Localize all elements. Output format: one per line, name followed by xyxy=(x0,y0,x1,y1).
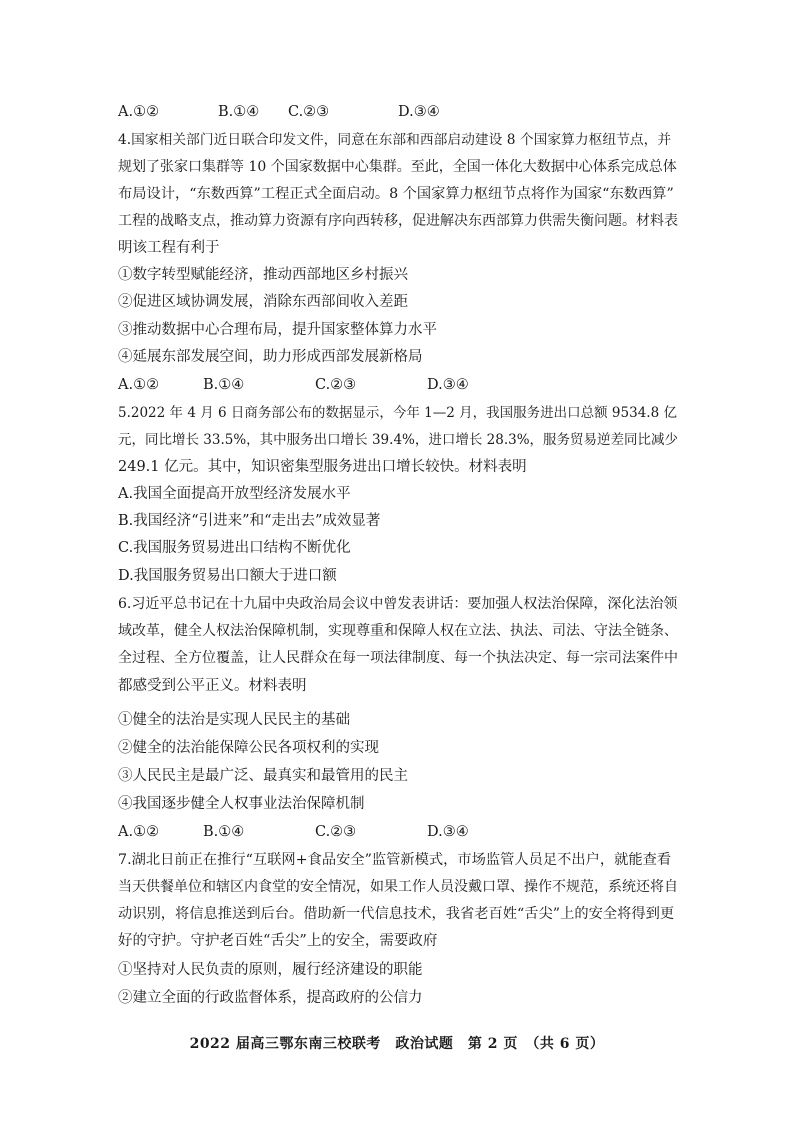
q6-item-3: ③人民民主是最广泛、最真实和最管用的民主 xyxy=(118,768,408,784)
q5-choice-d: D.我国服务贸易出口额大于进口额 xyxy=(118,568,337,584)
q4-stem-line: 工程的战略支点，推动算力资源有序向西转移，促进解决东西部算力供需失衡问题。材料表 xyxy=(118,213,678,229)
page-footer: 2022 届高三鄂东南三校联考 政治试题 第 2 页 （共 6 页） xyxy=(189,1036,605,1052)
q6-item-1: ①健全的法治是实现人民民主的基础 xyxy=(118,712,350,728)
q7-stem-line: 当天供餐单位和辖区内食堂的安全情况，如果工作人员没戴口罩、操作不规范，系统还将自 xyxy=(118,879,678,895)
q4-stem-line: 布局设计，“东数西算”工程正式全面启动。8 个国家算力枢纽节点将作为国家“东数西算” xyxy=(118,186,674,202)
q7-stem-line: 7.湖北日前正在推行“互联网+食品安全”监管新模式，市场监管人员足不出户，就能查看 xyxy=(118,852,672,868)
q4-item-4: ④延展东部发展空间，助力形成西部发展新格局 xyxy=(118,349,423,365)
q6-stem-line: 域改革，健全人权法治保障机制，实现尊重和保障人权在立法、执法、司法、守法全链条、 xyxy=(118,623,678,639)
q4-option-d: D.③④ xyxy=(427,377,469,393)
q6-stem-line: 全过程、全方位覆盖，让人民群众在每一项法律制度、每一个执法决定、每一宗司法案件中 xyxy=(118,650,678,666)
q6-option-a: A.①② xyxy=(118,824,160,840)
q4-option-b: B.①④ xyxy=(203,377,245,393)
q5-choice-b: B.我国经济“引进来”和“走出去”成效显著 xyxy=(118,513,381,529)
q4-stem-line: 明该工程有利于 xyxy=(118,240,220,256)
q4-item-3: ③推动数据中心合理布局，提升国家整体算力水平 xyxy=(118,322,437,338)
q4-item-1: ①数字转型赋能经济，推动西部地区乡村振兴 xyxy=(118,267,408,283)
q7-item-2: ②建立全面的行政监督体系，提高政府的公信力 xyxy=(118,990,423,1006)
q6-option-b: B.①④ xyxy=(203,824,245,840)
q5-stem-line: 5.2022 年 4 月 6 日商务部公布的数据显示，今年 1—2 月，我国服务进出口总额 9534.8 亿 xyxy=(118,405,677,421)
q5-stem-line: 249.1 亿元。其中，知识密集型服务进出口增长较快。材料表明 xyxy=(118,459,527,475)
q4-item-2: ②促进区域协调发展，消除东西部间收入差距 xyxy=(118,294,408,310)
q6-stem-line: 都感受到公平正义。材料表明 xyxy=(118,678,307,694)
q7-stem-line: 好的守护。守护老百姓“舌尖”上的安全，需要政府 xyxy=(118,933,438,949)
q4-stem-line: 规划了张家口集群等 10 个国家数据中心集群。至此，全国一体化大数据中心体系完成总体 xyxy=(118,159,677,175)
q4-option-c: C.②③ xyxy=(315,377,357,393)
q6-stem-line: 6.习近平总书记在十九届中央政治局会议中曾发表讲话：要加强人权法治保障，深化法治领 xyxy=(118,596,678,612)
q6-option-c: C.②③ xyxy=(315,824,357,840)
q6-item-2: ②健全的法治能保障公民各项权利的实现 xyxy=(118,740,379,756)
q7-item-1: ①坚持对人民负责的原则，履行经济建设的职能 xyxy=(118,962,423,978)
q4-stem-line: 4.国家相关部门近日联合印发文件，同意在东部和西部启动建设 8 个国家算力枢纽节点，并 xyxy=(118,132,672,148)
q3-option-d: D.③④ xyxy=(398,104,440,120)
q3-option-b: B.①④ xyxy=(218,104,260,120)
q4-option-a: A.①② xyxy=(118,377,160,393)
q5-choice-c: C.我国服务贸易进出口结构不断优化 xyxy=(118,540,351,556)
q6-item-4: ④我国逐步健全人权事业法治保障机制 xyxy=(118,796,365,812)
q3-option-a: A.①② xyxy=(118,104,160,120)
q5-choice-a: A.我国全面提高开放型经济发展水平 xyxy=(118,486,351,502)
q5-stem-line: 元，同比增长 33.5%，其中服务出口增长 39.4%，进口增长 28.3%，服务贸易逆差同比减少 xyxy=(118,432,679,448)
q3-option-c: C.②③ xyxy=(288,104,330,120)
q6-option-d: D.③④ xyxy=(427,824,469,840)
q7-stem-line: 动识别，将信息推送到后台。借助新一代信息技术，我省老百姓“舌尖”上的安全将得到更 xyxy=(118,906,675,922)
